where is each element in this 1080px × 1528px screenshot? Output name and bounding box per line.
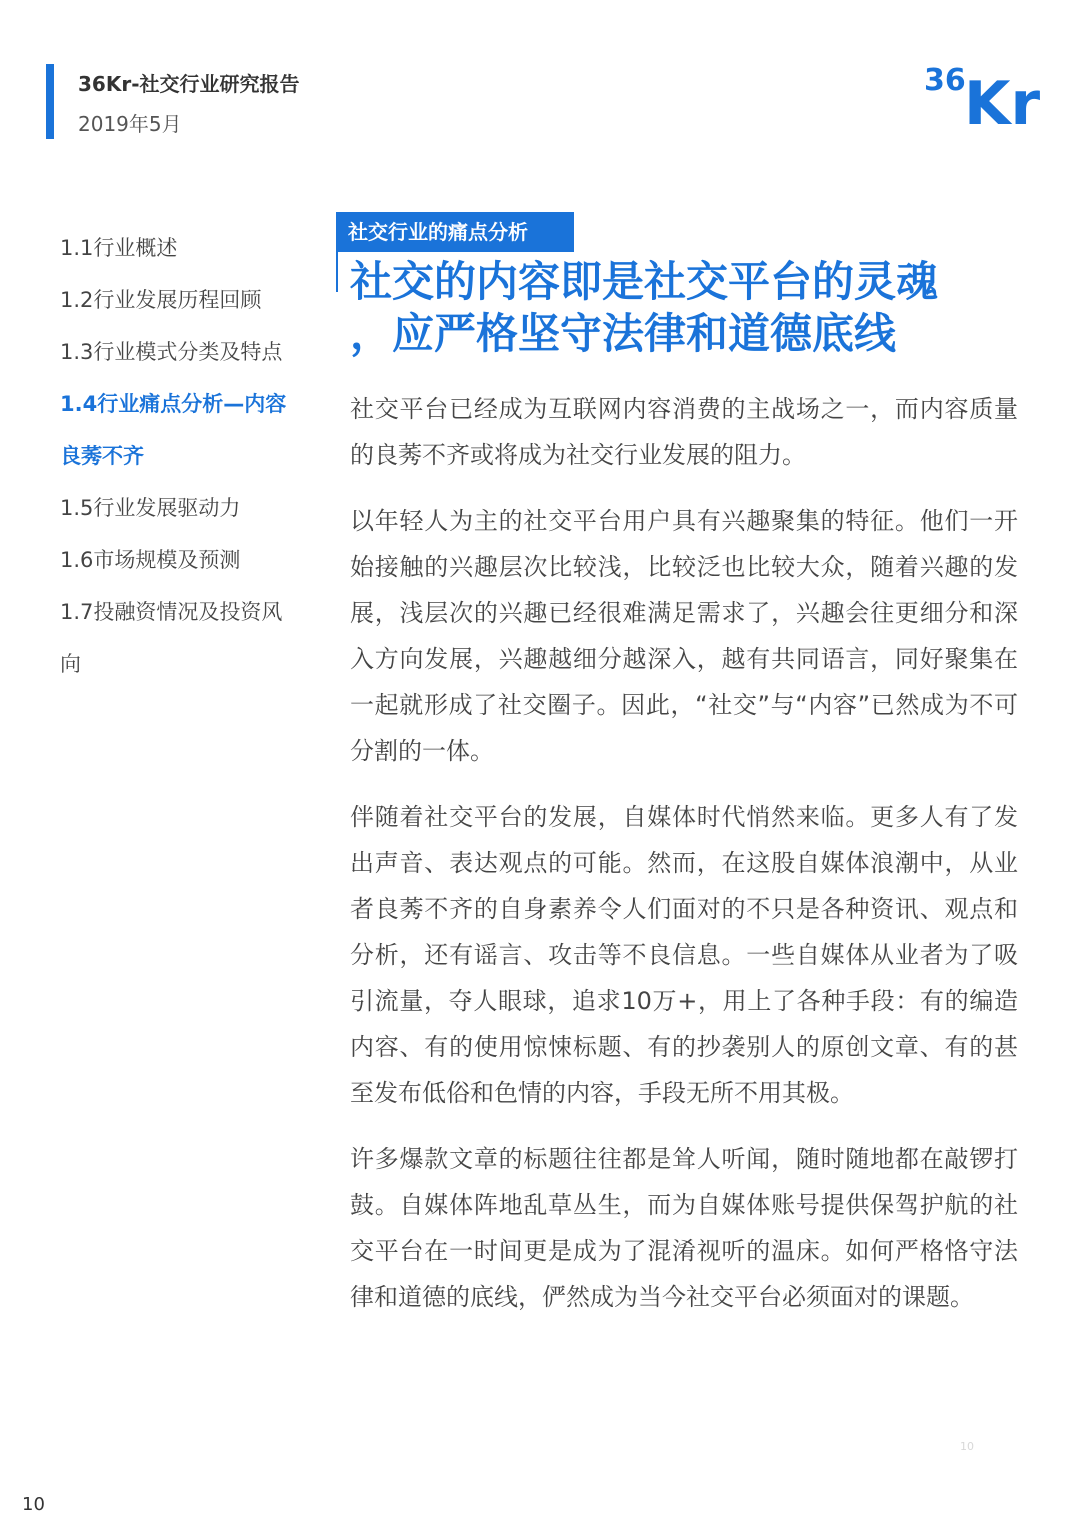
toc-item[interactable]: 1.2行业发展历程回顾 [60,288,262,312]
svg-text:36: 36 [924,63,966,98]
section-tag: 社交行业的痛点分析 [336,212,574,252]
page-number: 10 [22,1494,45,1515]
article-body [350,386,1018,1340]
toc-item[interactable]: 1.7投融资情况及投资风 [60,600,283,624]
header-accent-bar [46,64,54,139]
faint-page-number: 10 [960,1440,974,1453]
paragraph: 许多爆款文章的标题往往都是耸人听闻，随时随地都在敲锣打鼓。自媒体阵地乱草丛生，而为自媒体账号提供保驾护航的社交平台在一时间更是成为了混淆视听的温床。如何严格恪守法律和道德的底线，俨然成为当今社交平台必须面对的课题。 [350,1145,1018,1311]
toc-item-active[interactable]: 1.4行业痛点分析—内容 [60,392,287,416]
toc-item[interactable]: 1.1行业概述 [60,236,178,260]
paragraph: 社交平台已经成为互联网内容消费的主战场之一，而内容质量的良莠不齐或将成为社交行业发展的阻力。 [350,395,1018,469]
headline-line-2: ，应严格坚守法律和道德底线 [350,309,897,358]
report-title: 36Kr-社交行业研究报告 [78,72,300,96]
svg-text:Kr: Kr [964,69,1040,130]
section-tag-line [336,252,338,292]
headline-line-1: 社交的内容即是社交平台的灵魂 [350,257,939,306]
paragraph: 伴随着社交平台的发展，自媒体时代悄然来临。更多人有了发出声音、表达观点的可能。然而，在这股自媒体浪潮中，从业者良莠不齐的自身素养令人们面对的不只是各种资讯、观点和分析，还有谣言、攻击等不良信息。一些自媒体从业者为了吸引流量，夺人眼球，追求10万+，用上了各种手段：有的编造内容、有的使用惊悚标题、有的抄袭别人的原创文章、有的甚至发布低俗和色情的内容，手段无所不用其极。 [350,803,1018,1107]
report-date: 2019年5月 [78,112,182,136]
paragraph: 以年轻人为主的社交平台用户具有兴趣聚集的特征。他们一开始接触的兴趣层次比较浅，比较泛也比较大众，随着兴趣的发展，浅层次的兴趣已经很难满足需求了，兴趣会往更细分和深入方向发展，兴趣越细分越深入，越有共同语言，同好聚集在一起就形成了社交圈子。因此，“社交”与“内容”已然成为不可分割的一体。 [350,507,1018,765]
headline [350,256,1020,360]
36kr-logo [922,60,1040,130]
table-of-contents [60,222,310,690]
toc-item-continued[interactable]: 向 [60,652,81,676]
toc-item[interactable]: 1.3行业模式分类及特点 [60,340,283,364]
toc-item-active-continued[interactable]: 良莠不齐 [60,444,144,468]
toc-item[interactable]: 1.5行业发展驱动力 [60,496,241,520]
toc-item[interactable]: 1.6市场规模及预测 [60,548,241,572]
